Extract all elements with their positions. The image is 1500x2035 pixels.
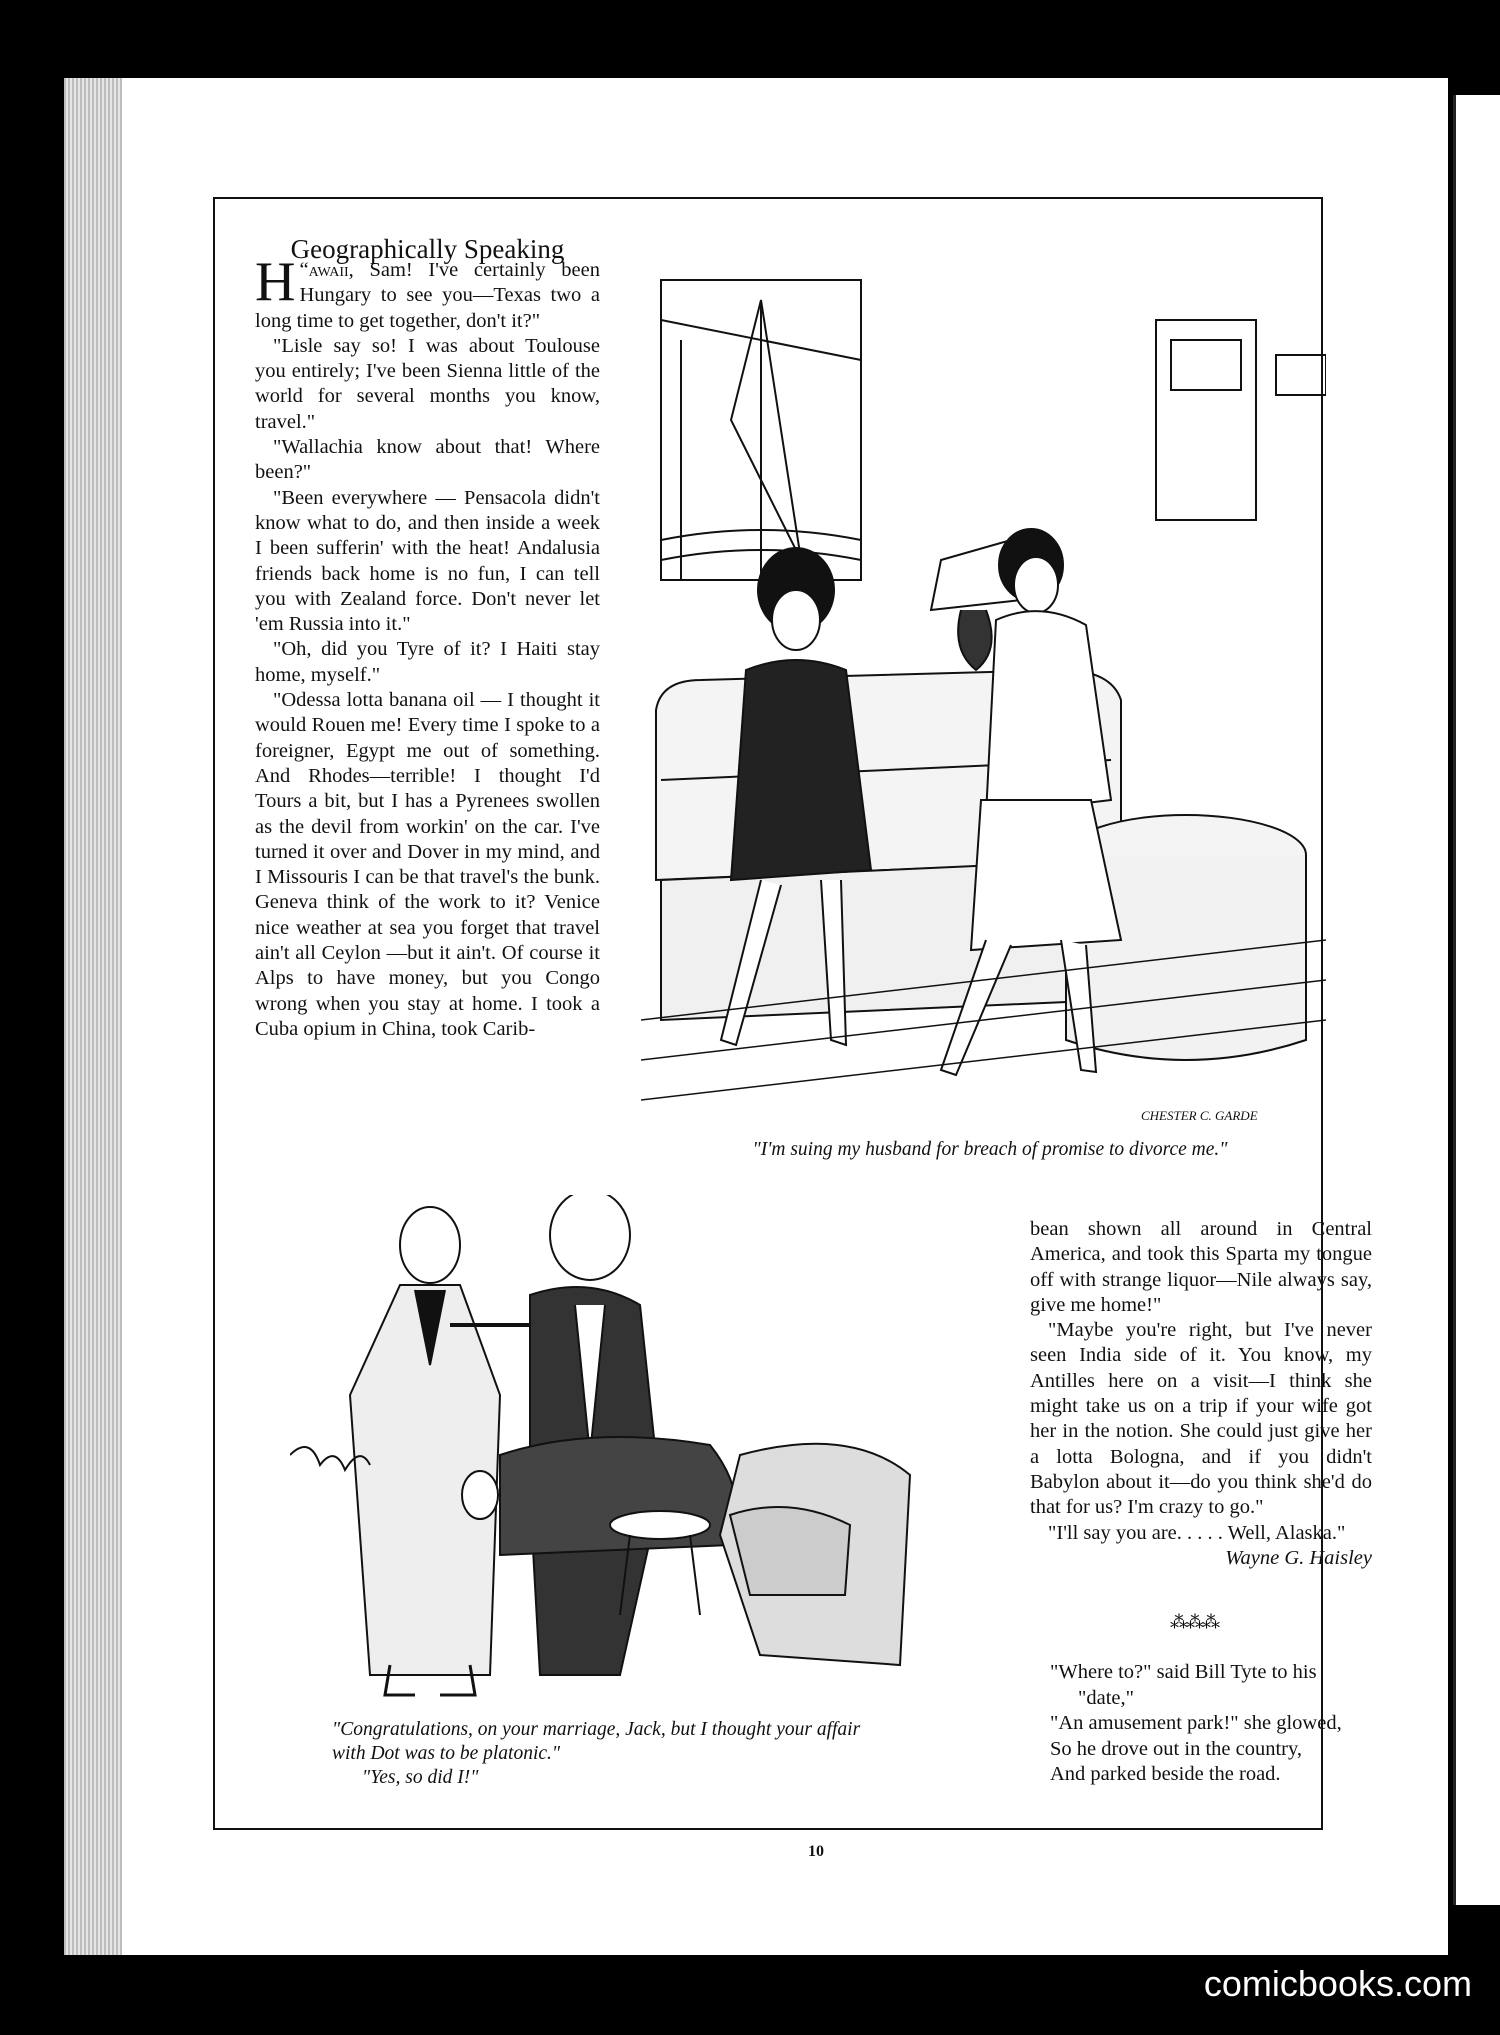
poem-line: "Where to?" said Bill Tyte to his: [1050, 1661, 1317, 1683]
illustration-two-women-sofa: [641, 240, 1326, 1132]
paragraph: "Been everywhere — Pensacola didn't know what to do, and then inside a week I been sufferin' with the heat! Andalusia friends back home is no fun, I can tell you with Zealand force. Don't never let 'em Russia into it.": [255, 486, 600, 636]
article-column-left: [255, 258, 600, 1042]
closing-line: [1030, 1521, 1372, 1569]
paragraph: "Odessa lotta banana oil — I thought it would Rouen me! Every time I spoke to a foreigner, Egypt me out of something. And Rhodes—terrible! I thought I'd Tours a bit, but I has a Pyrenees swollen as the devil from workin' on the car. I've turned it over and Dover in my mind, and I Missouris I can be that travel's the bunk. Geneva think of the work to it? Venice nice weather at sea you forget that travel ain't all Ceylon —but it ain't. Of course it Alps to have money, but you Congo wrong when you stay at home. I took a Cuba opium in China, took Carib-: [255, 689, 600, 1040]
paragraph: "Wallachia know about that! Where been?": [255, 436, 600, 484]
opening-smallcaps: awaii,: [308, 259, 354, 281]
closing-text: "I'll say you are. . . . . Well, Alaska.": [1048, 1521, 1346, 1544]
opening-text: Sam! I've certainly been Hungary to see you—Texas two a long time to get together, don't it?": [255, 259, 600, 332]
poem-line: "An amusement park!" she glowed,: [1050, 1712, 1342, 1734]
illustration-two-men-talking: [290, 1195, 1010, 1715]
paragraph: "Lisle say so! I was about Toulouse you entirely; I've been Sienna little of the world for several months you know, travel.": [255, 334, 600, 433]
facing-page-edge: [1453, 95, 1500, 1905]
caption-line: "Congratulations, on your marriage, Jack, but I thought your affair: [332, 1719, 861, 1740]
bottom-illustration-caption: [332, 1718, 1002, 1790]
article-column-right: [1030, 1217, 1372, 1571]
paragraph: "Maybe you're right, but I've never seen India side of it. You know, my Antilles here on a visit—I think she might take us on a trip if your wife got her in the notion. She could just give her a lotta Bologna, and if you didn't Babylon about it—do you think she'd do that for us? I'm crazy to go.": [1030, 1319, 1372, 1519]
caption-line: with Dot was to be platonic.": [332, 1743, 561, 1764]
paragraph: "Oh, did you Tyre of it? I Haiti stay home, myself.": [255, 638, 600, 686]
caption-line: "Yes, so did I!": [362, 1767, 479, 1788]
artist-signature: CHESTER C. GARDE: [1141, 1108, 1258, 1123]
poem: [1050, 1660, 1350, 1788]
author-byline: Wayne G. Haisley: [1225, 1546, 1372, 1569]
article-title: Geographically Speaking: [290, 234, 565, 264]
poem-line: So he drove out in the country,: [1050, 1737, 1303, 1760]
drop-cap: H: [255, 258, 296, 313]
opening-paragraph: “ H awaii, Sam! I've certainly been Hungary to see you—Texas two a long time to get together, don't it?": [255, 258, 600, 332]
site-watermark: comicbooks.com: [1203, 1963, 1472, 2004]
top-illustration-caption: "I'm suing my husband for breach of promise to divorce me.": [752, 1139, 1228, 1160]
poem-line: "date,": [1078, 1686, 1135, 1709]
poem-line: And parked beside the road.: [1050, 1763, 1281, 1785]
continuation-paragraph: bean shown all around in Central America, and took this Sparta my tongue off with strange liquor—Nile always say, give me home!": [1030, 1218, 1372, 1316]
section-ornament: ⁂⁂⁂: [1170, 1612, 1218, 1632]
sailboat-sail: [731, 300, 801, 560]
page-number: 10: [808, 1843, 824, 1860]
